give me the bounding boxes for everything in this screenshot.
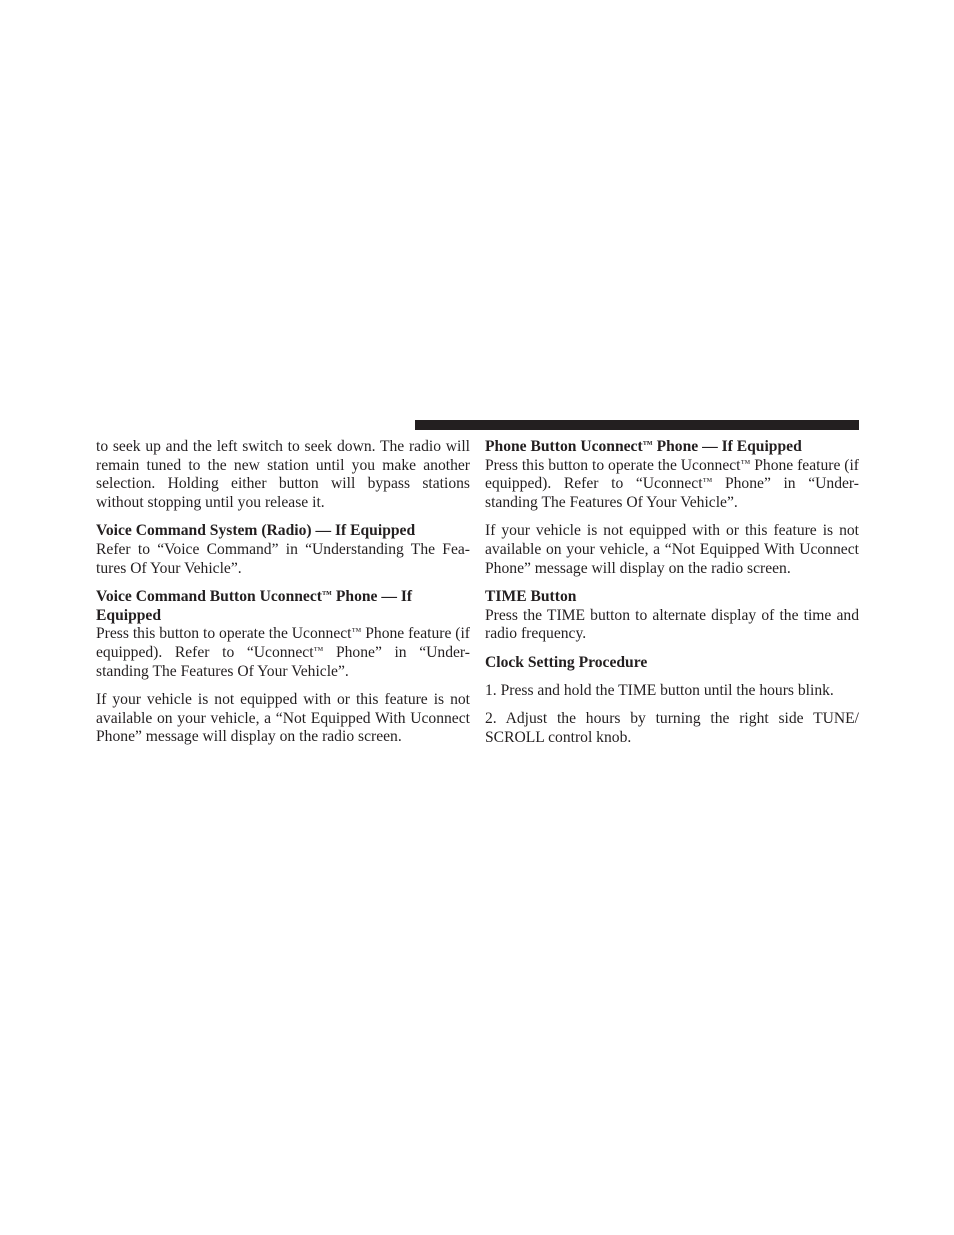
voice-command-button-heading: Voice Command Button Uconnect™ Phone — If Equipped	[96, 587, 413, 624]
voice-command-not-equipped-paragraph: If your vehicle is not equipped with or this feature is not available on your vehicle, a “Not Equipped With Uconnect Phone” message will display on the radio screen.	[96, 690, 470, 746]
trademark-mark: ™	[321, 589, 332, 601]
trademark-mark: ™	[351, 626, 362, 638]
clock-step-2: 2. Adjust the hours by turning the right side TUNE/ SCROLL control knob.	[485, 709, 859, 746]
phone-button-heading: Phone Button Uconnect™ Phone — If Equipped	[485, 438, 802, 455]
section-header-bar	[415, 420, 859, 430]
phone-not-equipped-paragraph: If your vehicle is not equipped with or this feature is not available on your vehicle, a “Not Equipped With Uconnect Phone” message will display on the radio screen.	[485, 522, 859, 577]
intro-paragraph: to seek up and the left switch to seek down. The radio will remain tuned to the new station until you make another selection. Holding either button will bypass stations without stopping until you release it.	[96, 438, 470, 512]
right-column	[485, 438, 859, 747]
phone-button-body: Press this button to operate the Uconnect™ Phone feature (if equipped). Refer to “Uconnect™ Phone” in “Under-standing The Features Of Your Vehicle”.	[485, 456, 860, 512]
clock-step-1: 1. Press and hold the TIME button until the hours blink.	[485, 681, 834, 699]
time-button-body: Press the TIME button to alternate display of the time and radio frequency.	[485, 606, 859, 643]
time-button-heading: TIME Button	[485, 587, 577, 605]
trademark-mark: ™	[740, 458, 751, 470]
trademark-mark: ™	[313, 645, 324, 657]
voice-command-system-heading: Voice Command System (Radio) — If Equipped	[96, 522, 416, 540]
left-column	[96, 438, 470, 747]
voice-command-system-body: Refer to “Voice Command” in “Understanding The Fea-tures Of Your Vehicle”.	[96, 541, 470, 577]
voice-command-button-body: Press this button to operate the Uconnect™ Phone feature (if equipped). Refer to “Uconnect™ Phone” in “Under-standing The Features Of Your Vehicle”.	[96, 625, 471, 680]
trademark-mark: ™	[702, 476, 713, 488]
clock-setting-heading: Clock Setting Procedure	[485, 653, 648, 671]
trademark-mark: ™	[642, 439, 653, 451]
